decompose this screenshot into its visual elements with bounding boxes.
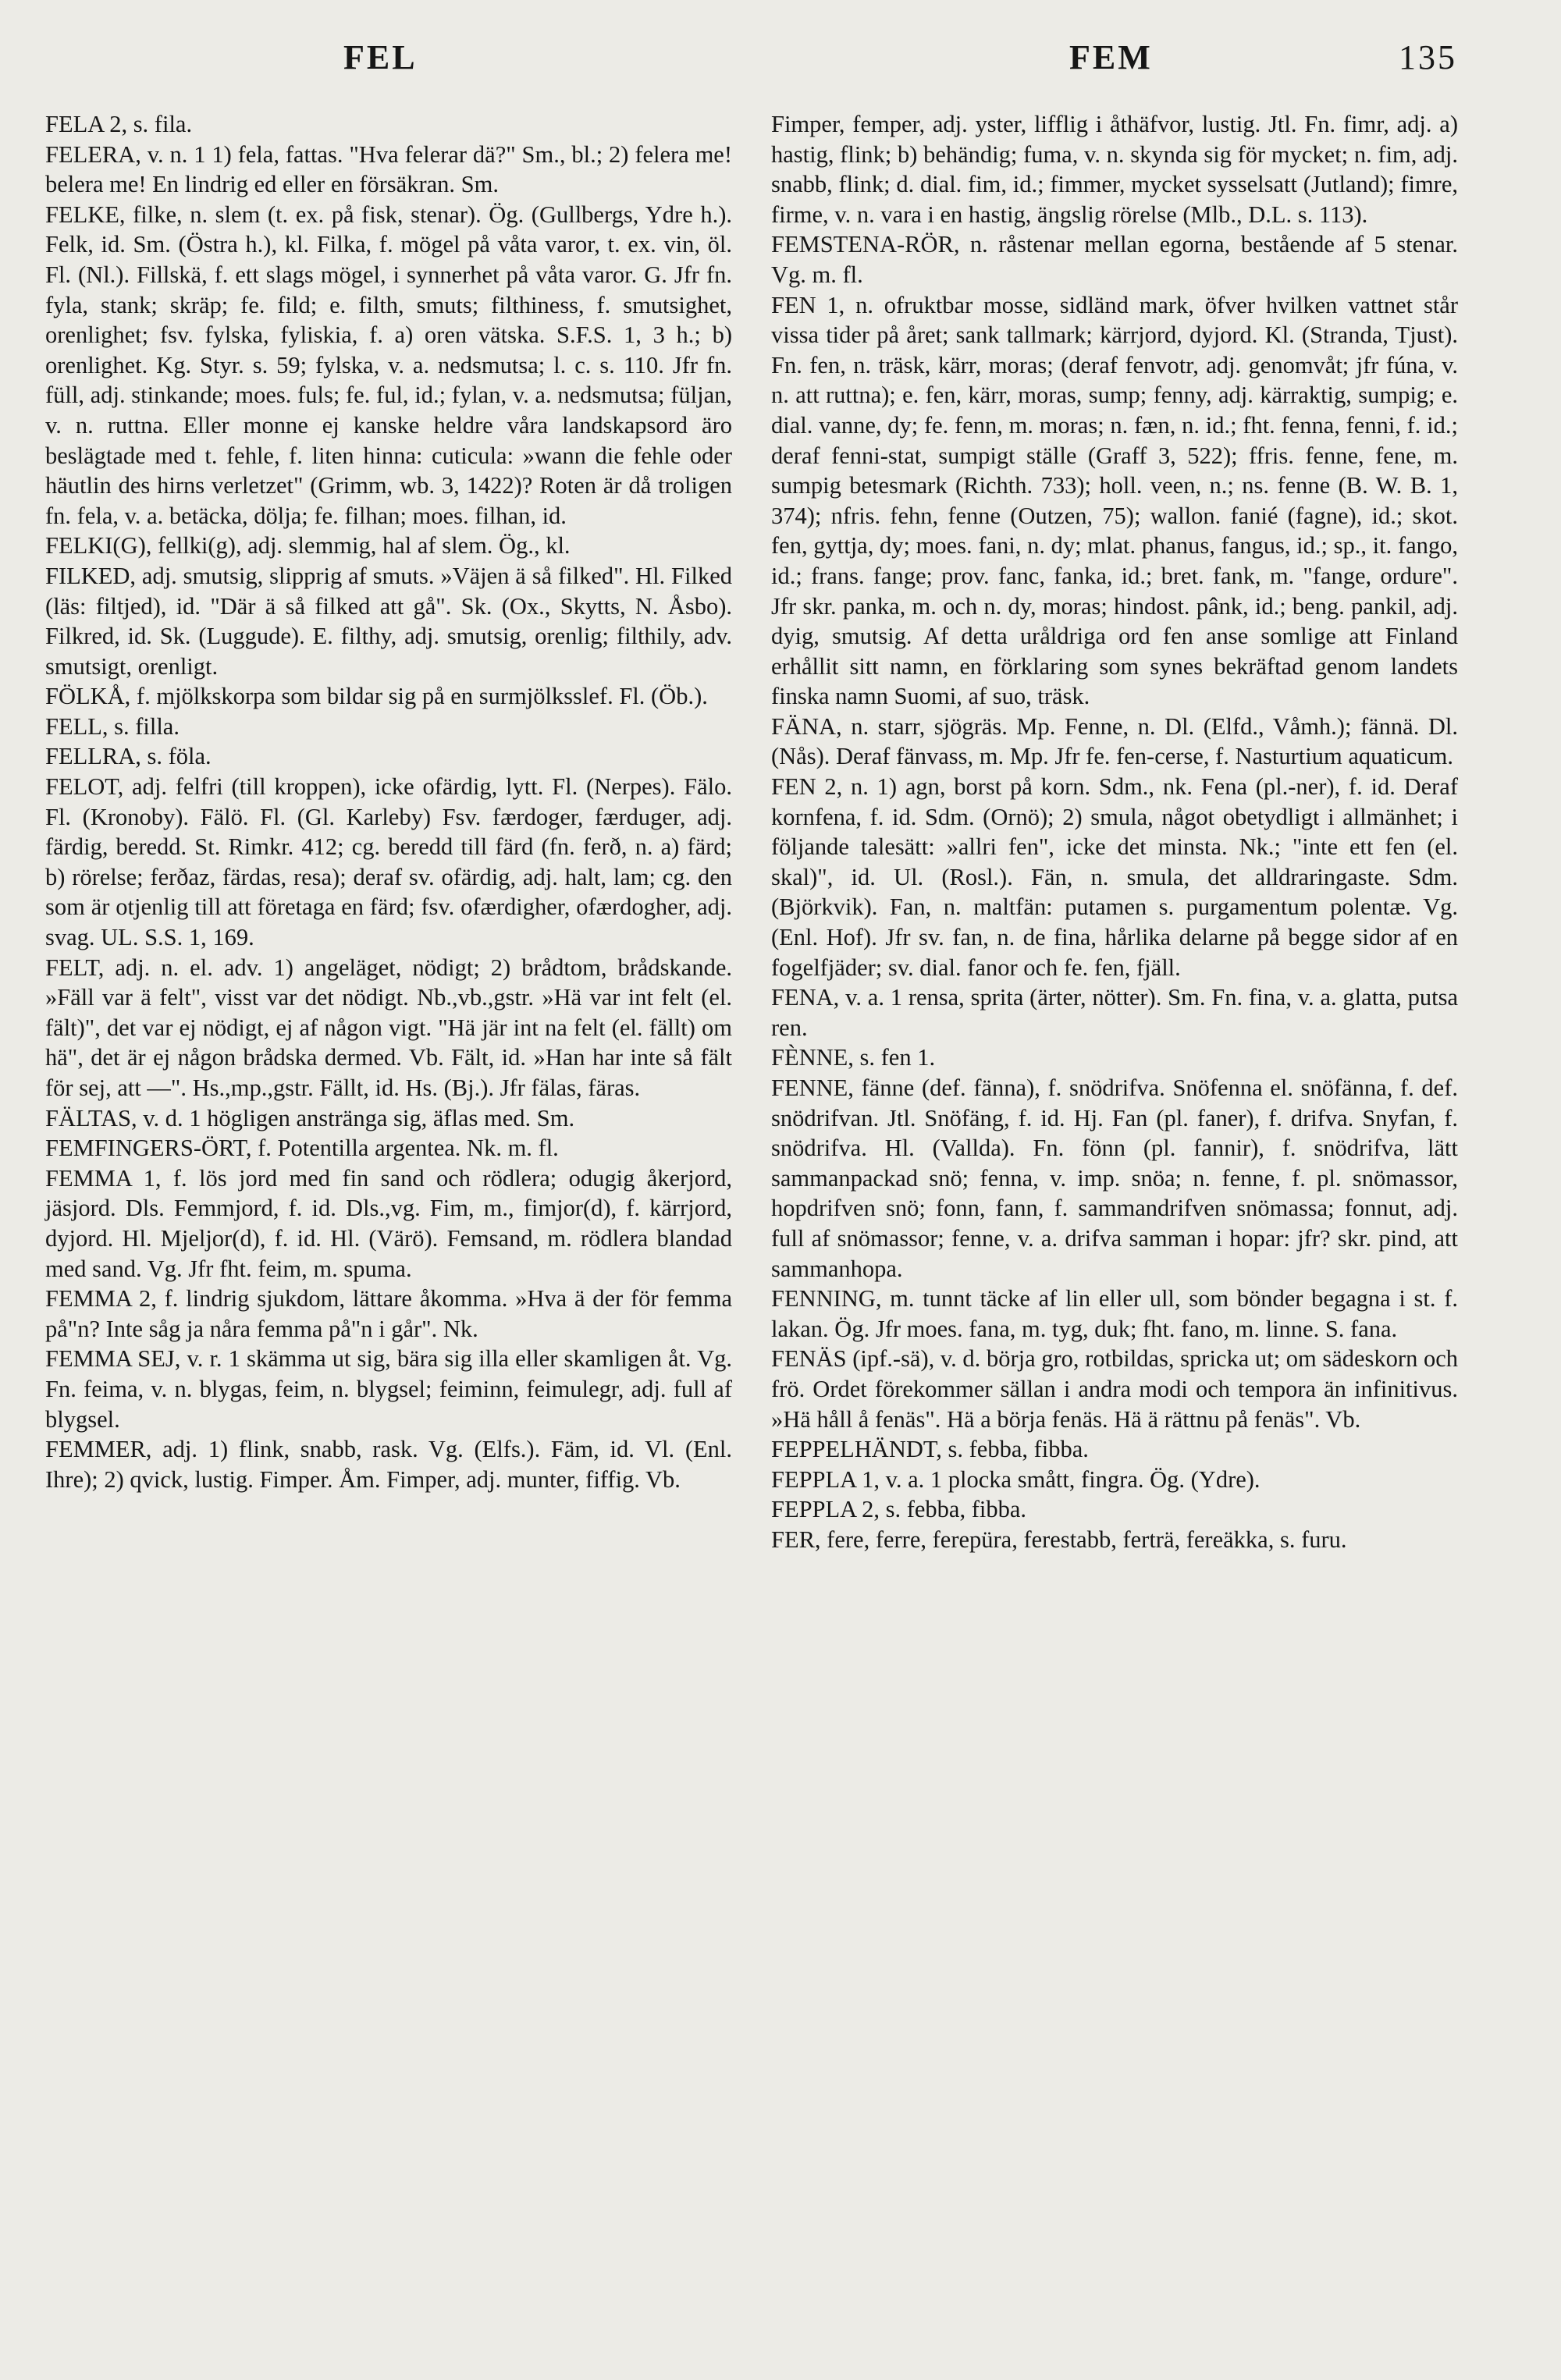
header-right-guideword: FEM [1069, 38, 1153, 76]
dictionary-entry: Fimper, femper, adj. yster, lifflig i åthäfvor, lustig. Jtl. Fn. fimr, adj. a) hastig, flink; b) behändig; fuma, v. n. skynda sig för mycket; n. fim, adj. snabb, flink; d. dial. fim, id.; fimmer, mycket sysselsatt (Jutland); fimre, firme, v. n. vara i en hastig, ängslig rörelse (Mlb., D.L. s. 113). [771, 111, 1458, 228]
dictionary-entry: FEMMER, adj. 1) flink, snabb, rask. Vg. (Elfs.). Fäm, id. Vl. (Enl. Ihre); 2) qvick, lustig. Fimper. Åm. Fimper, adj. munter, fiffig. Vb. [45, 1436, 732, 1493]
dictionary-entry: FENA, v. a. 1 rensa, sprita (ärter, nötter). Sm. Fn. fina, v. a. glatta, putsa ren. [771, 984, 1458, 1041]
dictionary-entry: FÈNNE, s. fen 1. [771, 1044, 936, 1071]
dictionary-entry: FELKE, filke, n. slem (t. ex. på fisk, stenar). Ög. (Gullbergs, Ydre h.). Felk, id. Sm. (Östra h.), kl. Filka, f. mögel på våta varor, t. ex. vin, öl. Fl. (Nl.). Fillskä, f. ett slags mögel, i synnerhet på våta varor. G. Jfr fn. fyla, stank; skräp; fe. fild; e. filth, smuts; filthiness, f. smutsighet, orenlighet; fsv. fylska, fyliskia, f. a) oren vätska. S.F.S. 1, 3 h.; b) orenlighet. Kg. Styr. s. 59; fylska, v. a. nedsmutsa; l. c. s. 110. Jfr fn. füll, adj. stinkande; moes. fuls; fe. ful, id.; fylan, v. a. nedsmutsa; füljan, v. n. ruttna. Eller monne ej kanske heldre våra landskapsord äro beslägtade med t. fehle, f. liten hinna: cuticula: »wann die fehle oder häutlin des hirns verletzet" (Grimm, wb. 3, 1422)? Roten är då troligen fn. fela, v. a. betäcka, dölja; fe. filhan; moes. filhan, id. [45, 201, 732, 529]
dictionary-entry: FENNE, fänne (def. fänna), f. snödrifva. Snöfenna el. snöfänna, f. def. snödrifvan. Jtl. Snöfäng, f. id. Hj. Fan (pl. faner), f. drifva. Snyfan, f. snödrifva. Hl. (Vallda). Fn. fönn (pl. fannir), f. snödrifva, lätt sammanpackad snö; fenna, v. imp. snöa; n. fenne, f. pl. snömassor, hopdrifven snö; fonn, fann, f. sammandrifven snömassa; fonnut, adj. full af snömassor; fenne, v. a. drifva samman i hopar: jfr? skr. pind, att sammanhopa. [771, 1075, 1458, 1282]
dictionary-entry: FELOT, adj. felfri (till kroppen), icke ofärdig, lytt. Fl. (Nerpes). Fälo. Fl. (Kronoby). Fälö. Fl. (Gl. Karleby) Fsv. færdoger, færduger, adj. färdig, beredd. St. Rimkr. 412; cg. beredd till färd (fn. ferð, n. a) färd; b) rörelse; ferðaz, färdas, resa); deraf sv. ofärdig, adj. halt, lam; cg. den som är otjenlig till att företaga en färd; fsv. ofærdigher, ofærdogher, adj. svag. UL. S.S. 1, 169. [45, 773, 732, 951]
dictionary-entry: FILKED, adj. smutsig, slipprig af smuts. »Väjen ä så filked". Hl. Filked (läs: filtjed), id. "Där ä så filked att gå". Sk. (Ox., Skytts, N. Åsbo). Filkred, id. Sk. (Luggude). E. filthy, adj. smutsig, orenlig; filthily, adv. smutsigt, orenligt. [45, 562, 732, 680]
dictionary-entry: FELT, adj. n. el. adv. 1) angeläget, nödigt; 2) brådtom, brådskande. »Fäll var ä felt", visst var det nödigt. Nb.,vb.,gstr. »Hä var int felt (el. fält)", det var ej nödigt, ej af någon vigt. "Hä jär int na felt (el. fällt) om hä", det är ej någon brådska dermed. Vb. Fält, id. »Han har inte så fält för sej, att —". Hs.,mp.,gstr. Fällt, id. Hs. (Bj.). Jfr fälas, färas. [45, 954, 732, 1101]
dictionary-entry: FELA 2, s. fila. [45, 111, 193, 137]
dictionary-entry: FEMSTENA-RÖR, n. råstenar mellan egorna, bestående af 5 stenar. Vg. m. fl. [771, 231, 1458, 288]
dictionary-entry: FENNING, m. tunnt täcke af lin eller ull, som bönder begagna i st. f. lakan. Ög. Jfr moes. fana, m. tyg, duk; fht. fano, m. linne. S. fana. [771, 1285, 1458, 1342]
dictionary-entry: FELLRA, s. föla. [45, 743, 212, 770]
dictionary-entry: FELERA, v. n. 1 1) fela, fattas. "Hva felerar dä?" Sm., bl.; 2) felera me! belera me! En lindrig ed eller en försäkran. Sm. [45, 140, 732, 198]
dictionary-entry: FEMFINGERS-ÖRT, f. Potentilla argentea. Nk. m. fl. [45, 1135, 559, 1162]
header-left-guideword: FEL [343, 38, 418, 76]
dictionary-entry: FELL, s. filla. [45, 712, 180, 740]
dictionary-entry: FELKI(G), fellki(g), adj. slemmig, hal af slem. Ög., kl. [45, 532, 571, 559]
dictionary-entry: FEMMA 1, f. lös jord med fin sand och rödlera; odugig åkerjord, jäsjord. Dls. Femmjord, f. id. Dls.,vg. Fim, m., fimjor(d), f. kärrjord, dyjord. Hl. Mjeljor(d), f. id. Hl. (Värö). Femsand, m. rödlera blandad med sand. Vg. Jfr fht. feim, m. spuma. [45, 1164, 732, 1282]
right-column [771, 109, 1458, 1555]
dictionary-entry: FÄNA, n. starr, sjögräs. Mp. Fenne, n. Dl. (Elfd., Våmh.); fännä. Dl. (Nås). Deraf fänvass, m. Mp. Jfr fe. fen-cerse, f. Nasturtium aquaticum. [771, 712, 1458, 770]
dictionary-entry: FEN 1, n. ofruktbar mosse, sidländ mark, öfver hvilken vattnet står vissa tider på året; sank tallmark; kärrjord, dyjord. Kl. (Stranda, Tjust). Fn. fen, n. träsk, kärr, moras; (deraf fenvotr, adj. genomvåt; jfr fúna, v. n. att ruttna); e. fen, kärr, moras, sump; fenny, adj. kärraktig, sumpig; e. dial. vanne, dy; fe. fenn, m. moras; n. fæn, n. id.; fht. fenna, fenni, f. id.; deraf fenni-stat, sumpigt ställe (Graff 3, 522); ffris. fenne, fene, m. sumpig betesmark (Richth. 733); holl. veen, n.; ns. fenne (B. W. B. 1, 374); nfris. fehn, fenne (Outzen, 75); wallon. fanié (fagne), id.; skot. fen, gyttja, dy; moes. fani, n. dy; mlat. phanus, fangus, id.; sp., it. fango, id.; frans. fange; prov. fanc, fanka, id.; bret. fank, m. "fange, ordure". Jfr skr. panka, m. och n. dy, moras; hindost. pânk, id.; beng. pankil, adj. dyig, smutsig. Af detta uråldriga ord fen anse somlige att Finland erhållit sitt namn, en förklaring som synes bekräftad genom landets finska namn Suomi, af suo, träsk. [771, 291, 1458, 710]
dictionary-entry: FEMMA 2, f. lindrig sjukdom, lättare åkomma. »Hva ä der för femma på"n? Inte såg ja nåra femma på"n i går". Nk. [45, 1285, 732, 1342]
dictionary-entry: FEPPLA 2, s. febba, fibba. [771, 1496, 1027, 1523]
dictionary-entry: FEN 2, n. 1) agn, borst på korn. Sdm., nk. Fena (pl.-ner), f. id. Deraf kornfena, f. id. Sdm. (Ornö); 2) smula, något obetydligt i allmänhet; i följande talesätt: »allri fen", icke det minsta. Nk.; "inte ett fen (el. skal)", id. Ul. (Rosl.). Fän, n. smula, det alldraringaste. Sdm. (Björkvik). Fan, n. maltfän: putamen s. purgamentum polentæ. Vg. (Enl. Hof). Jfr sv. fan, n. de fina, hårlika delarne på begge sidor af en fogelfjäder; sv. dial. fanor och fe. fen, fjäll. [771, 773, 1458, 981]
dictionary-entry: FEMMA SEJ, v. r. 1 skämma ut sig, bära sig illa eller skamligen åt. Vg. Fn. feima, v. n. blygas, feim, n. blygsel; feiminn, feimulegr, adj. full af blygsel. [45, 1345, 732, 1433]
dictionary-entry: FÖLKÅ, f. mjölkskorpa som bildar sig på en surmjölksslef. Fl. (Öb.). [45, 683, 708, 710]
dictionary-entry: FEPPELHÄNDT, s. febba, fibba. [771, 1436, 1089, 1463]
dictionary-entry: FEPPLA 1, v. a. 1 plocka smått, fingra. Ög. (Ydre). [771, 1465, 1261, 1493]
page-number: 135 [1399, 38, 1457, 76]
dictionary-entry: FÄLTAS, v. d. 1 högligen anstränga sig, äflas med. Sm. [45, 1104, 575, 1131]
running-head [0, 31, 1561, 78]
dictionary-entry: FER, fere, ferre, ferepüra, ferestabb, ferträ, fereäkka, s. furu. [771, 1526, 1347, 1553]
left-column [45, 109, 732, 1494]
dictionary-entry: FENÄS (ipf.-sä), v. d. börja gro, rotbildas, spricka ut; om sädeskorn och frö. Ordet förekommer sällan i andra modi och tempora än infinitivus. »Hä håll å fenäs". Hä a börja fenäs. Hä ä rättnu på fenäs". Vb. [771, 1345, 1458, 1433]
